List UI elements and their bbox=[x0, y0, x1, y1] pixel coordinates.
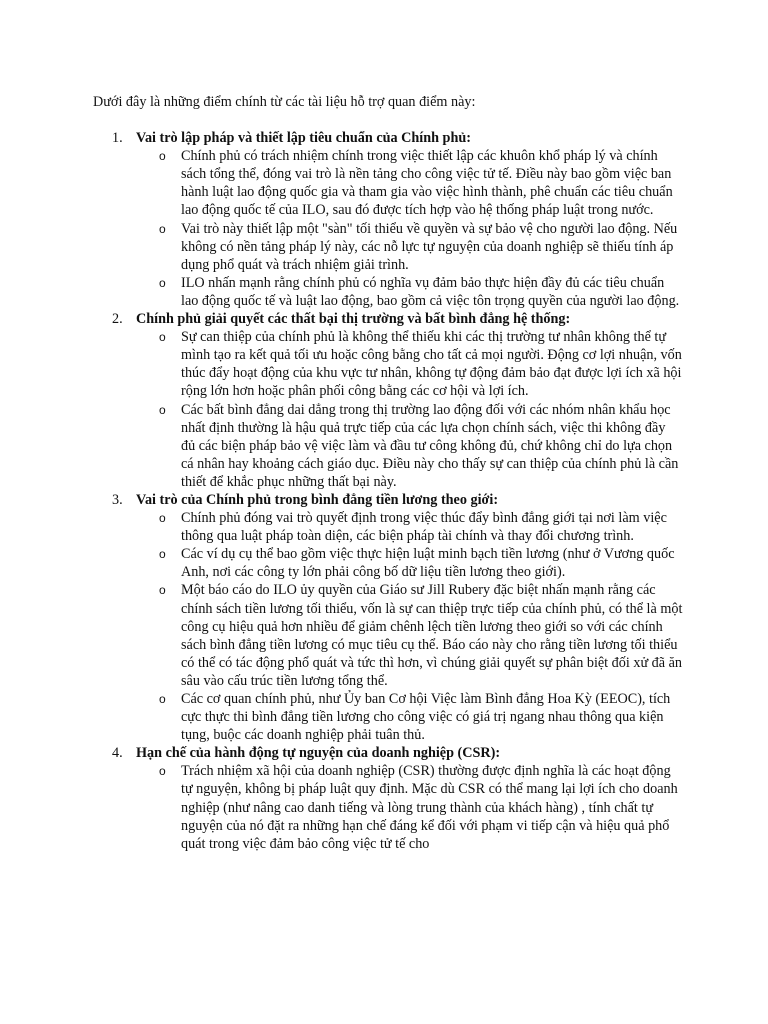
bullet-text: Một báo cáo do ILO ủy quyền của Giáo sư Jill Rubery đặc biệt nhấn mạnh rằng các chính sách tiền lương tối thiểu, vốn là sự can thiệp trực tiếp của chính phủ, có thể là một công cụ hiệu quả hơn nhiều để giảm chênh lệch tiền lương theo giới so với các chính sách bình đẳng tiền lương có mục tiêu cụ thể. Báo cáo này cho rằng tiền lương tối thiểu có thể có tác động phổ quát và tức thì hơn, vì chúng giải quyết sự phân biệt đối xử đã ăn sâu vào cấu trúc tiền lương tổng thể. bbox=[181, 582, 683, 689]
bullet-marker-icon: o bbox=[159, 149, 166, 164]
bullet-item bbox=[136, 401, 683, 491]
bullet-text: Vai trò này thiết lập một "sàn" tối thiểu về quyền và sự bảo vệ cho người lao động. Nếu không có nền tảng pháp lý này, các nỗ lực tự nguyện của doanh nghiệp sẽ thiếu tính áp dụng phổ quát và trách nhiệm giải trình. bbox=[181, 220, 678, 273]
bullet-marker-icon: o bbox=[159, 402, 166, 417]
bullet-list bbox=[136, 762, 683, 852]
bullet-text: ILO nhấn mạnh rằng chính phủ có nghĩa vụ đảm bảo thực hiện đầy đủ các tiêu chuẩn lao động quốc tế và luật lao động, bao gồm cả việc tôn trọng quyền của người lao động. bbox=[181, 274, 680, 309]
bullet-list bbox=[136, 328, 683, 491]
section-item bbox=[93, 129, 683, 310]
bullet-marker-icon: o bbox=[159, 583, 166, 598]
section-item bbox=[93, 310, 683, 491]
bullet-marker-icon: o bbox=[159, 275, 166, 290]
bullet-item bbox=[136, 147, 683, 219]
bullet-item bbox=[136, 328, 683, 400]
section-title: Vai trò của Chính phủ trong bình đẳng tiền lương theo giới: bbox=[136, 491, 499, 508]
bullet-item bbox=[136, 690, 683, 744]
numbered-section-list bbox=[93, 129, 683, 853]
intro-paragraph: Dưới đây là những điểm chính từ các tài liệu hỗ trợ quan điểm này: bbox=[93, 94, 476, 110]
section-item bbox=[93, 491, 683, 744]
bullet-text: Trách nhiệm xã hội của doanh nghiệp (CSR) thường được định nghĩa là các hoạt động tự nguyện, không bị pháp luật quy định. Mặc dù CSR có thể mang lại lợi ích cho doanh nghiệp (như nâng cao danh tiếng và lòng trung thành của khách hàng) , tính chất tự nguyện của nó đặt ra những hạn chế đáng kể đối với phạm vi tiếp cận và hiệu quả phổ quát trong việc đảm bảo công việc tử tế cho bbox=[181, 763, 678, 852]
section-item bbox=[93, 744, 683, 853]
section-number: 1. bbox=[112, 130, 123, 147]
bullet-marker-icon: o bbox=[159, 511, 166, 526]
section-title: Hạn chế của hành động tự nguyện của doanh nghiệp (CSR): bbox=[136, 745, 501, 762]
section-number: 2. bbox=[112, 311, 123, 328]
bullet-item bbox=[136, 509, 683, 545]
section-number: 3. bbox=[112, 491, 123, 508]
bullet-marker-icon: o bbox=[159, 221, 166, 236]
bullet-item bbox=[136, 274, 683, 310]
bullet-marker-icon: o bbox=[159, 692, 166, 706]
bullet-text: Các bất bình đẳng dai dẳng trong thị trường lao động đối với các nhóm nhân khẩu học nhất định thường là hậu quả trực tiếp của các lựa chọn chính sách, việc thi không đầy đủ các biện pháp bảo vệ việc làm và đầu tư công không đủ, chứ không chỉ do lựa chọn cá nhân hay khoảng cách giáo dục. Điều này cho thấy sự can thiệp của chính phủ là cần thiết để khắc phục những thất bại này. bbox=[181, 401, 679, 490]
bullet-list bbox=[136, 147, 683, 310]
bullet-text: Các ví dụ cụ thể bao gồm việc thực hiện luật minh bạch tiền lương (như ở Vương quốc Anh, nơi các công ty lớn phải công bố dữ liệu tiền lương theo giới). bbox=[181, 546, 675, 581]
bullet-marker-icon: o bbox=[159, 764, 166, 779]
bullet-marker-icon: o bbox=[159, 547, 166, 562]
document-body bbox=[93, 93, 683, 853]
bullet-text: Sự can thiệp của chính phủ là không thể thiếu khi các thị trường tư nhân không thể tự mình tạo ra kết quả tối ưu hoặc công bằng cho tất cả mọi người. Động cơ lợi nhuận, vốn thúc đẩy hoạt động của khu vực tư nhân, không tự động đảm bảo đạt được lợi ích xã hội rộng lớn hơn hoặc phân phối công bằng các cơ hội và lợi ích. bbox=[181, 329, 682, 400]
bullet-item bbox=[136, 762, 683, 852]
bullet-text: Chính phủ có trách nhiệm chính trong việc thiết lập các khuôn khổ pháp lý và chính sách tổng thể, đóng vai trò là nền tảng cho công việc tử tế. Điều này bao gồm việc ban hành luật lao động quốc gia và tham gia vào việc hình thành, phê chuẩn các tiêu chuẩn lao động quốc tế của ILO, sau đó được tích hợp vào hệ thống pháp luật trong nước. bbox=[181, 148, 673, 219]
section-number: 4. bbox=[112, 745, 123, 762]
bullet-item bbox=[136, 220, 683, 274]
bullet-list bbox=[136, 509, 683, 744]
bullet-marker-icon: o bbox=[159, 330, 166, 345]
bullet-text: Chính phủ đóng vai trò quyết định trong việc thúc đẩy bình đẳng giới tại nơi làm việc thông qua luật pháp toàn diện, các biện pháp tài chính và thay đổi chương trình. bbox=[181, 510, 667, 545]
bullet-item bbox=[136, 581, 683, 690]
section-title: Vai trò lập pháp và thiết lập tiêu chuẩn của Chính phủ: bbox=[136, 130, 471, 147]
bullet-text: Các cơ quan chính phủ, như Ủy ban Cơ hội Việc làm Bình đẳng Hoa Kỳ (EEOC), tích cực thực thi bình đẳng tiền lương cho công việc có giá trị ngang nhau thông qua kiện tụng, buộc các doanh nghiệp phải tuân thủ. bbox=[181, 691, 671, 744]
section-title: Chính phủ giải quyết các thất bại thị trường và bất bình đẳng hệ thống: bbox=[136, 311, 571, 328]
bullet-item bbox=[136, 545, 683, 581]
